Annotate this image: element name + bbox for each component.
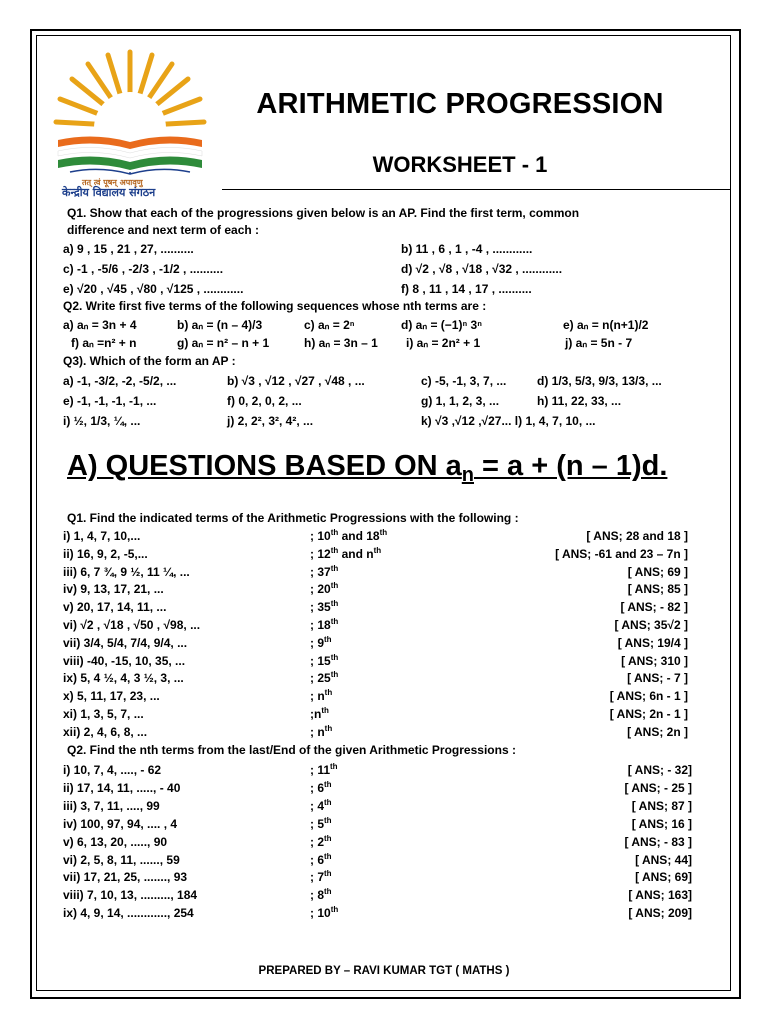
list-item-answer: [ ANS; - 7 ] — [627, 671, 688, 686]
q3-item-i: i) ½, 1/3, ¼, ... — [63, 414, 141, 428]
list-item-term: ; 9th — [310, 634, 332, 650]
list-item-answer: [ ANS; 44] — [635, 852, 692, 867]
q3-item-a: a) -1, -3/2, -2, -5/2, ... — [63, 374, 177, 388]
q1-heading-line2: difference and next term of each : — [67, 223, 260, 237]
q3-item-b: b) √3 , √12 , √27 , √48 , ... — [227, 374, 365, 388]
list-item-answer: [ ANS; 28 and 18 ] — [586, 529, 688, 543]
title-divider — [222, 189, 730, 190]
list-item-term: ; 4th — [310, 797, 332, 813]
list-item-term: ; 15th — [310, 652, 339, 668]
list-item-answer: [ ANS; 6n - 1 ] — [609, 689, 688, 704]
q3-item-e: e) -1, -1, -1, -1, ... — [63, 394, 157, 408]
list-item-sequence: iv) 100, 97, 94, .... , 4 — [63, 816, 178, 831]
q2-item-a: a) aₙ = 3n + 4 — [63, 318, 137, 332]
list-item-term: ; 10th — [310, 905, 339, 921]
list-item-term: ; 18th — [310, 617, 339, 632]
list-item-answer: [ ANS; -61 and 23 – 7n ] — [555, 546, 688, 561]
list-item-answer: [ ANS; 2n - 1 ] — [609, 707, 688, 721]
list-item-sequence: vii) 17, 21, 25, ......., 93 — [63, 870, 188, 885]
logo-motto: तत् त्वं पूषन् अपावृणु — [82, 178, 143, 187]
list-item-answer: [ ANS; - 83 ] — [624, 834, 692, 849]
page-subtitle: WORKSHEET - 1 — [372, 152, 548, 177]
list-item-answer: [ ANS; 87 ] — [631, 798, 692, 813]
part-a-q1-heading: Q1. Find the indicated terms of the Arithmetic Progressions with the following : — [67, 511, 519, 525]
q3-item-h: h) 11, 22, 33, ... — [537, 394, 622, 408]
q2-item-e: e) aₙ = n(n+1)/2 — [563, 318, 649, 332]
q2-item-i: i) aₙ = 2n² + 1 — [406, 336, 481, 350]
list-item-answer: [ ANS; - 82 ] — [620, 600, 688, 615]
list-item-term: ; $n^{th}$ — [310, 688, 333, 704]
list-item-term: ; 2th — [310, 833, 332, 849]
q2-item-f: f) aₙ =n² + n — [71, 336, 137, 350]
q3-item-c: c) -5, -1, 3, 7, ... — [421, 374, 507, 388]
list-item-sequence: ii) 17, 14, 11, ....., - 40 — [63, 780, 181, 795]
list-item-term: ; 11th — [310, 762, 338, 777]
list-item-term: ; 8th — [310, 887, 332, 903]
q3-heading: Q3). Which of the form an AP : — [63, 354, 236, 368]
list-item-sequence: viii) 7, 10, 13, ........., 184 — [63, 888, 198, 903]
list-item-term: ; 10th and 18th — [310, 528, 388, 543]
list-item-sequence: iv) 9, 13, 17, 21, ... — [63, 582, 164, 597]
part-a-q2-heading: Q2. Find the nth terms from the last/End of the given Arithmetic Progressions : — [67, 743, 516, 757]
list-item-answer: [ ANS; 85 ] — [627, 582, 688, 597]
section-heading-sub: n — [461, 464, 474, 486]
list-item-sequence: ix) 4, 9, 14, ............, 254 — [63, 906, 194, 921]
q2-item-b: b) aₙ = (n – 4)/3 — [177, 318, 263, 332]
q3-item-g: g) 1, 1, 2, 3, ... — [421, 394, 500, 408]
q2-item-d: d) aₙ = (−1)ⁿ 3ⁿ — [401, 318, 482, 332]
q1-item-a: a) 9 , 15 , 21 , 27, .......... — [63, 242, 194, 256]
list-item-term: $;n^{th}$ — [310, 706, 329, 721]
list-item-sequence: iii) 3, 7, 11, ...., 99 — [63, 798, 160, 813]
list-item-sequence: vi) √2 , √18 , √50 , √98, ... — [63, 618, 201, 632]
list-item-answer: [ ANS; 16 ] — [631, 816, 692, 831]
list-item-answer: [ ANS; - 32] — [627, 763, 692, 777]
list-item-sequence: v) 20, 17, 14, 11, ... — [63, 600, 167, 615]
q1-item-d: d) √2 , √8 , √18 , √32 , ............ — [401, 262, 563, 276]
list-item-answer: [ ANS; 209] — [628, 906, 692, 921]
list-item-sequence: i) 10, 7, 4, ...., - 62 — [63, 763, 162, 777]
q1-heading-line1: Q1. Show that each of the progressions given below is an AP. Find the first term, common — [67, 206, 580, 220]
list-item-sequence: xi) 1, 3, 5, 7, ... — [63, 707, 144, 721]
list-item-sequence: vii) 3/4, 5/4, 7/4, 9/4, ... — [63, 635, 188, 650]
q2-item-h: h) aₙ = 3n – 1 — [304, 336, 378, 350]
list-item-answer: [ ANS; 19/4 ] — [617, 635, 688, 650]
list-item-term: ; 12th and $n^{th}$ — [310, 545, 382, 561]
q2-item-j: j) aₙ = 5n - 7 — [565, 336, 633, 350]
list-item-answer: [ ANS; 310 ] — [621, 653, 688, 668]
list-item-sequence: ix) 5, 4 ½, 4, 3 ½, 3, ... — [63, 671, 184, 686]
list-item-sequence: ii) 16, 9, 2, -5,... — [63, 546, 148, 561]
q1-item-f: f) 8 , 11 , 14 , 17 , .......... — [401, 282, 532, 296]
section-heading — [67, 450, 668, 486]
page-title: ARITHMETIC PROGRESSION — [256, 88, 664, 120]
list-item-answer: [ ANS; 35√2 ] — [614, 618, 688, 632]
q3-item-j: j) 2, 2², 3², 4², ... — [227, 414, 314, 428]
list-item-term: ; $n^{th}$ — [310, 723, 333, 739]
list-item-term: ; 5th — [310, 815, 332, 831]
q3-item-d: d) 1/3, 5/3, 9/3, 13/3, ... — [537, 374, 662, 388]
list-item-term: ; 35th — [310, 599, 339, 615]
list-item-answer: [ ANS; 2n ] — [627, 724, 688, 739]
list-item-sequence: v) 6, 13, 20, ....., 90 — [63, 834, 168, 849]
list-item-sequence: i) 1, 4, 7, 10,... — [63, 529, 141, 543]
list-item-term: ; 7th — [310, 869, 332, 885]
q2-heading: Q2. Write first five terms of the following sequences whose nth terms are : — [63, 299, 487, 313]
list-item-sequence: vi) 2, 5, 8, 11, ......, 59 — [63, 852, 180, 867]
list-item-sequence: iii) 6, 7 ¾, 9 ½, 11 ¼, ... — [63, 564, 190, 579]
list-item-term: ; 6th — [310, 779, 332, 795]
list-item-term: ; 25th — [310, 670, 339, 686]
list-item-answer: [ ANS; - 25 ] — [624, 780, 692, 795]
footer-credit: PREPARED BY – RAVI KUMAR TGT ( MATHS ) — [258, 965, 510, 977]
list-item-term: ; 37th — [310, 563, 339, 579]
list-item-answer: [ ANS; 69 ] — [627, 564, 688, 579]
q1-item-b: b) 11 , 6 , 1 , -4 , ............ — [401, 242, 533, 256]
section-heading-prefix: A) QUESTIONS BASED ON a — [67, 450, 462, 482]
list-item-answer: [ ANS; 69] — [635, 870, 692, 885]
logo-org-name: केन्द्रीय विद्यालय संगठन — [62, 186, 156, 199]
q3-item-k-l: k) √3 ,√12 ,√27... l) 1, 4, 7, 10, ... — [421, 414, 596, 428]
list-item-term: ; 6th — [310, 851, 332, 867]
q2-item-g: g) aₙ = n² – n + 1 — [177, 336, 270, 350]
list-item-sequence: x) 5, 11, 17, 23, ... — [63, 689, 160, 704]
list-item-sequence: viii) -40, -15, 10, 35, ... — [63, 653, 186, 668]
list-item-answer: [ ANS; 163] — [628, 888, 692, 903]
list-item-sequence: xii) 2, 4, 6, 8, ... — [63, 724, 148, 739]
q3-item-f: f) 0, 2, 0, 2, ... — [227, 394, 302, 408]
q1-item-c: c) -1 , -5/6 , -2/3 , -1/2 , .......... — [63, 262, 224, 276]
section-heading-suffix: = a + (n – 1)d. — [474, 450, 668, 482]
q2-item-c: c) aₙ = 2ⁿ — [304, 318, 355, 332]
q1-item-e: e) √20 , √45 , √80 , √125 , ............ — [63, 282, 244, 296]
list-item-term: ; 20th — [310, 581, 339, 597]
